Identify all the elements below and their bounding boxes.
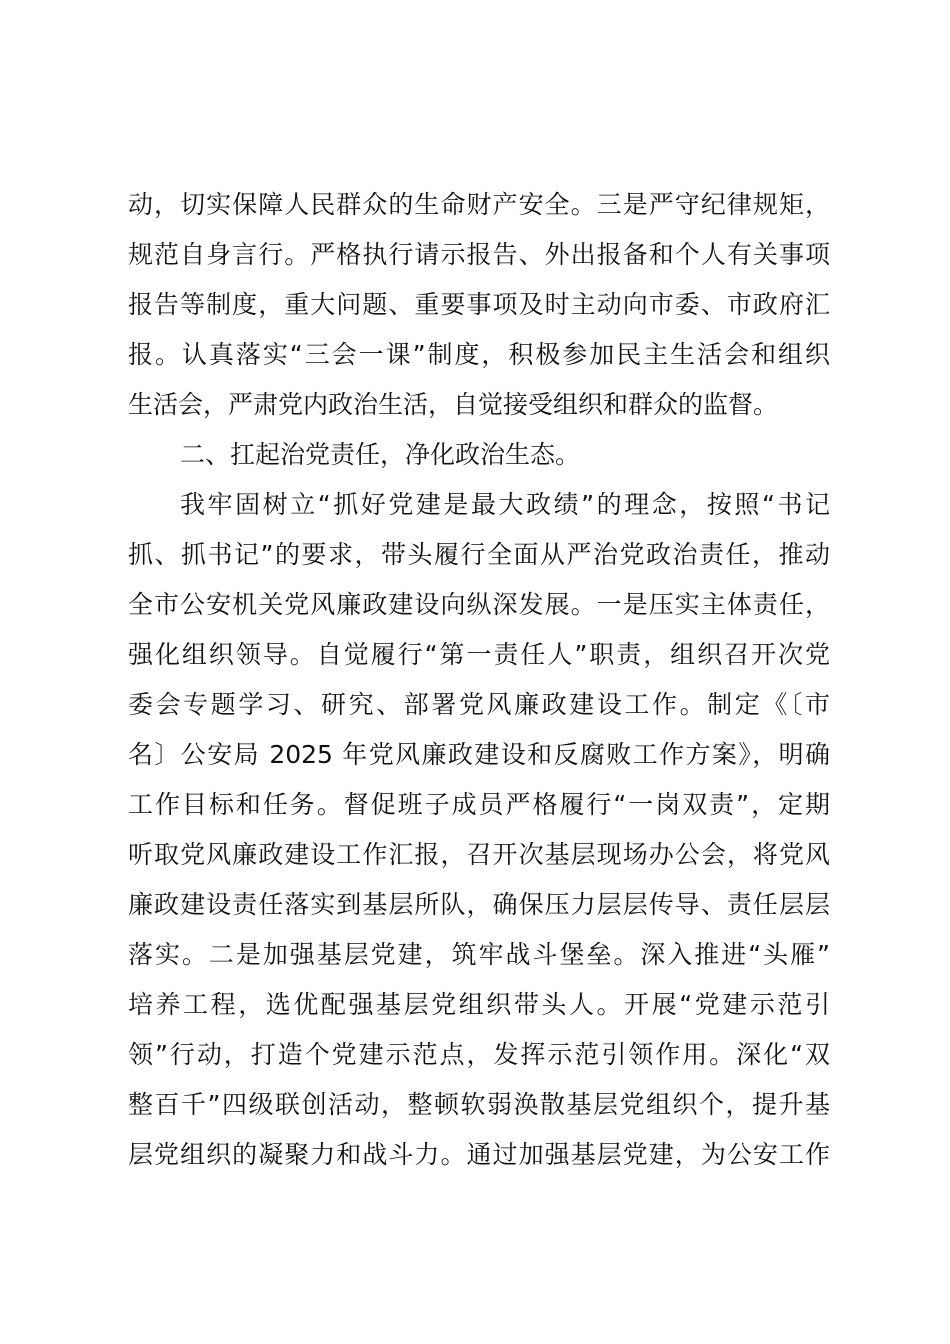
text-line: 全市公安机关党风廉政建设向纵深发展。一是压实主体责任， <box>128 590 830 619</box>
text-line: 动，切实保障人民群众的生命财产安全。三是严守纪律规矩， <box>128 190 830 219</box>
text-line: 整百千”四级联创活动，整顿软弱涣散基层党组织个，提升基 <box>128 1090 830 1119</box>
text-line: 落实。二是加强基层党建，筑牢战斗堡垒。深入推进“头雁” <box>128 940 830 969</box>
paragraph <box>128 480 830 1180</box>
text-line: 强化组织领导。自觉履行“第一责任人”职责，组织召开次党 <box>128 640 830 669</box>
text-line: 领”行动，打造个党建示范点，发挥示范引领作用。深化“双 <box>128 1040 830 1069</box>
text-line: 听取党风廉政建设工作汇报，召开次基层现场办公会，将党风 <box>128 840 830 869</box>
text-line: 规范自身言行。严格执行请示报告、外出报备和个人有关事项 <box>128 240 830 269</box>
text-line: 层党组织的凝聚力和战斗力。通过加强基层党建，为公安工作 <box>128 1140 830 1169</box>
section-heading <box>128 430 830 480</box>
text-line: 委会专题学习、研究、部署党风廉政建设工作。制定《〔市 <box>128 690 830 719</box>
text-line: 生活会，严肃党内政治生活，自觉接受组织和群众的监督。 <box>128 390 779 419</box>
paragraph <box>128 180 830 430</box>
text-line: 二、扛起治党责任，净化政治生态。 <box>180 440 581 469</box>
text-line: 抓、抓书记”的要求，带头履行全面从严治党政治责任，推动 <box>128 540 830 569</box>
text-line: 廉政建设责任落实到基层所队，确保压力层层传导、责任层层 <box>128 890 830 919</box>
text-line: 报。认真落实“三会一课”制度，积极参加民主生活会和组织 <box>128 340 830 369</box>
text-line: 我牢固树立“抓好党建是最大政绩”的理念，按照“书记 <box>180 490 830 519</box>
text-line: 报告等制度，重大问题、重要事项及时主动向市委、市政府汇 <box>128 290 830 319</box>
document-body <box>128 180 830 1180</box>
text-line: 工作目标和任务。督促班子成员严格履行“一岗双责”，定期 <box>128 790 830 819</box>
text-line: 培养工程，选优配强基层党组织带头人。开展“党建示范引 <box>128 990 830 1019</box>
text-line: 名〕公安局 2025 年党风廉政建设和反腐败工作方案》，明确 <box>128 740 830 769</box>
